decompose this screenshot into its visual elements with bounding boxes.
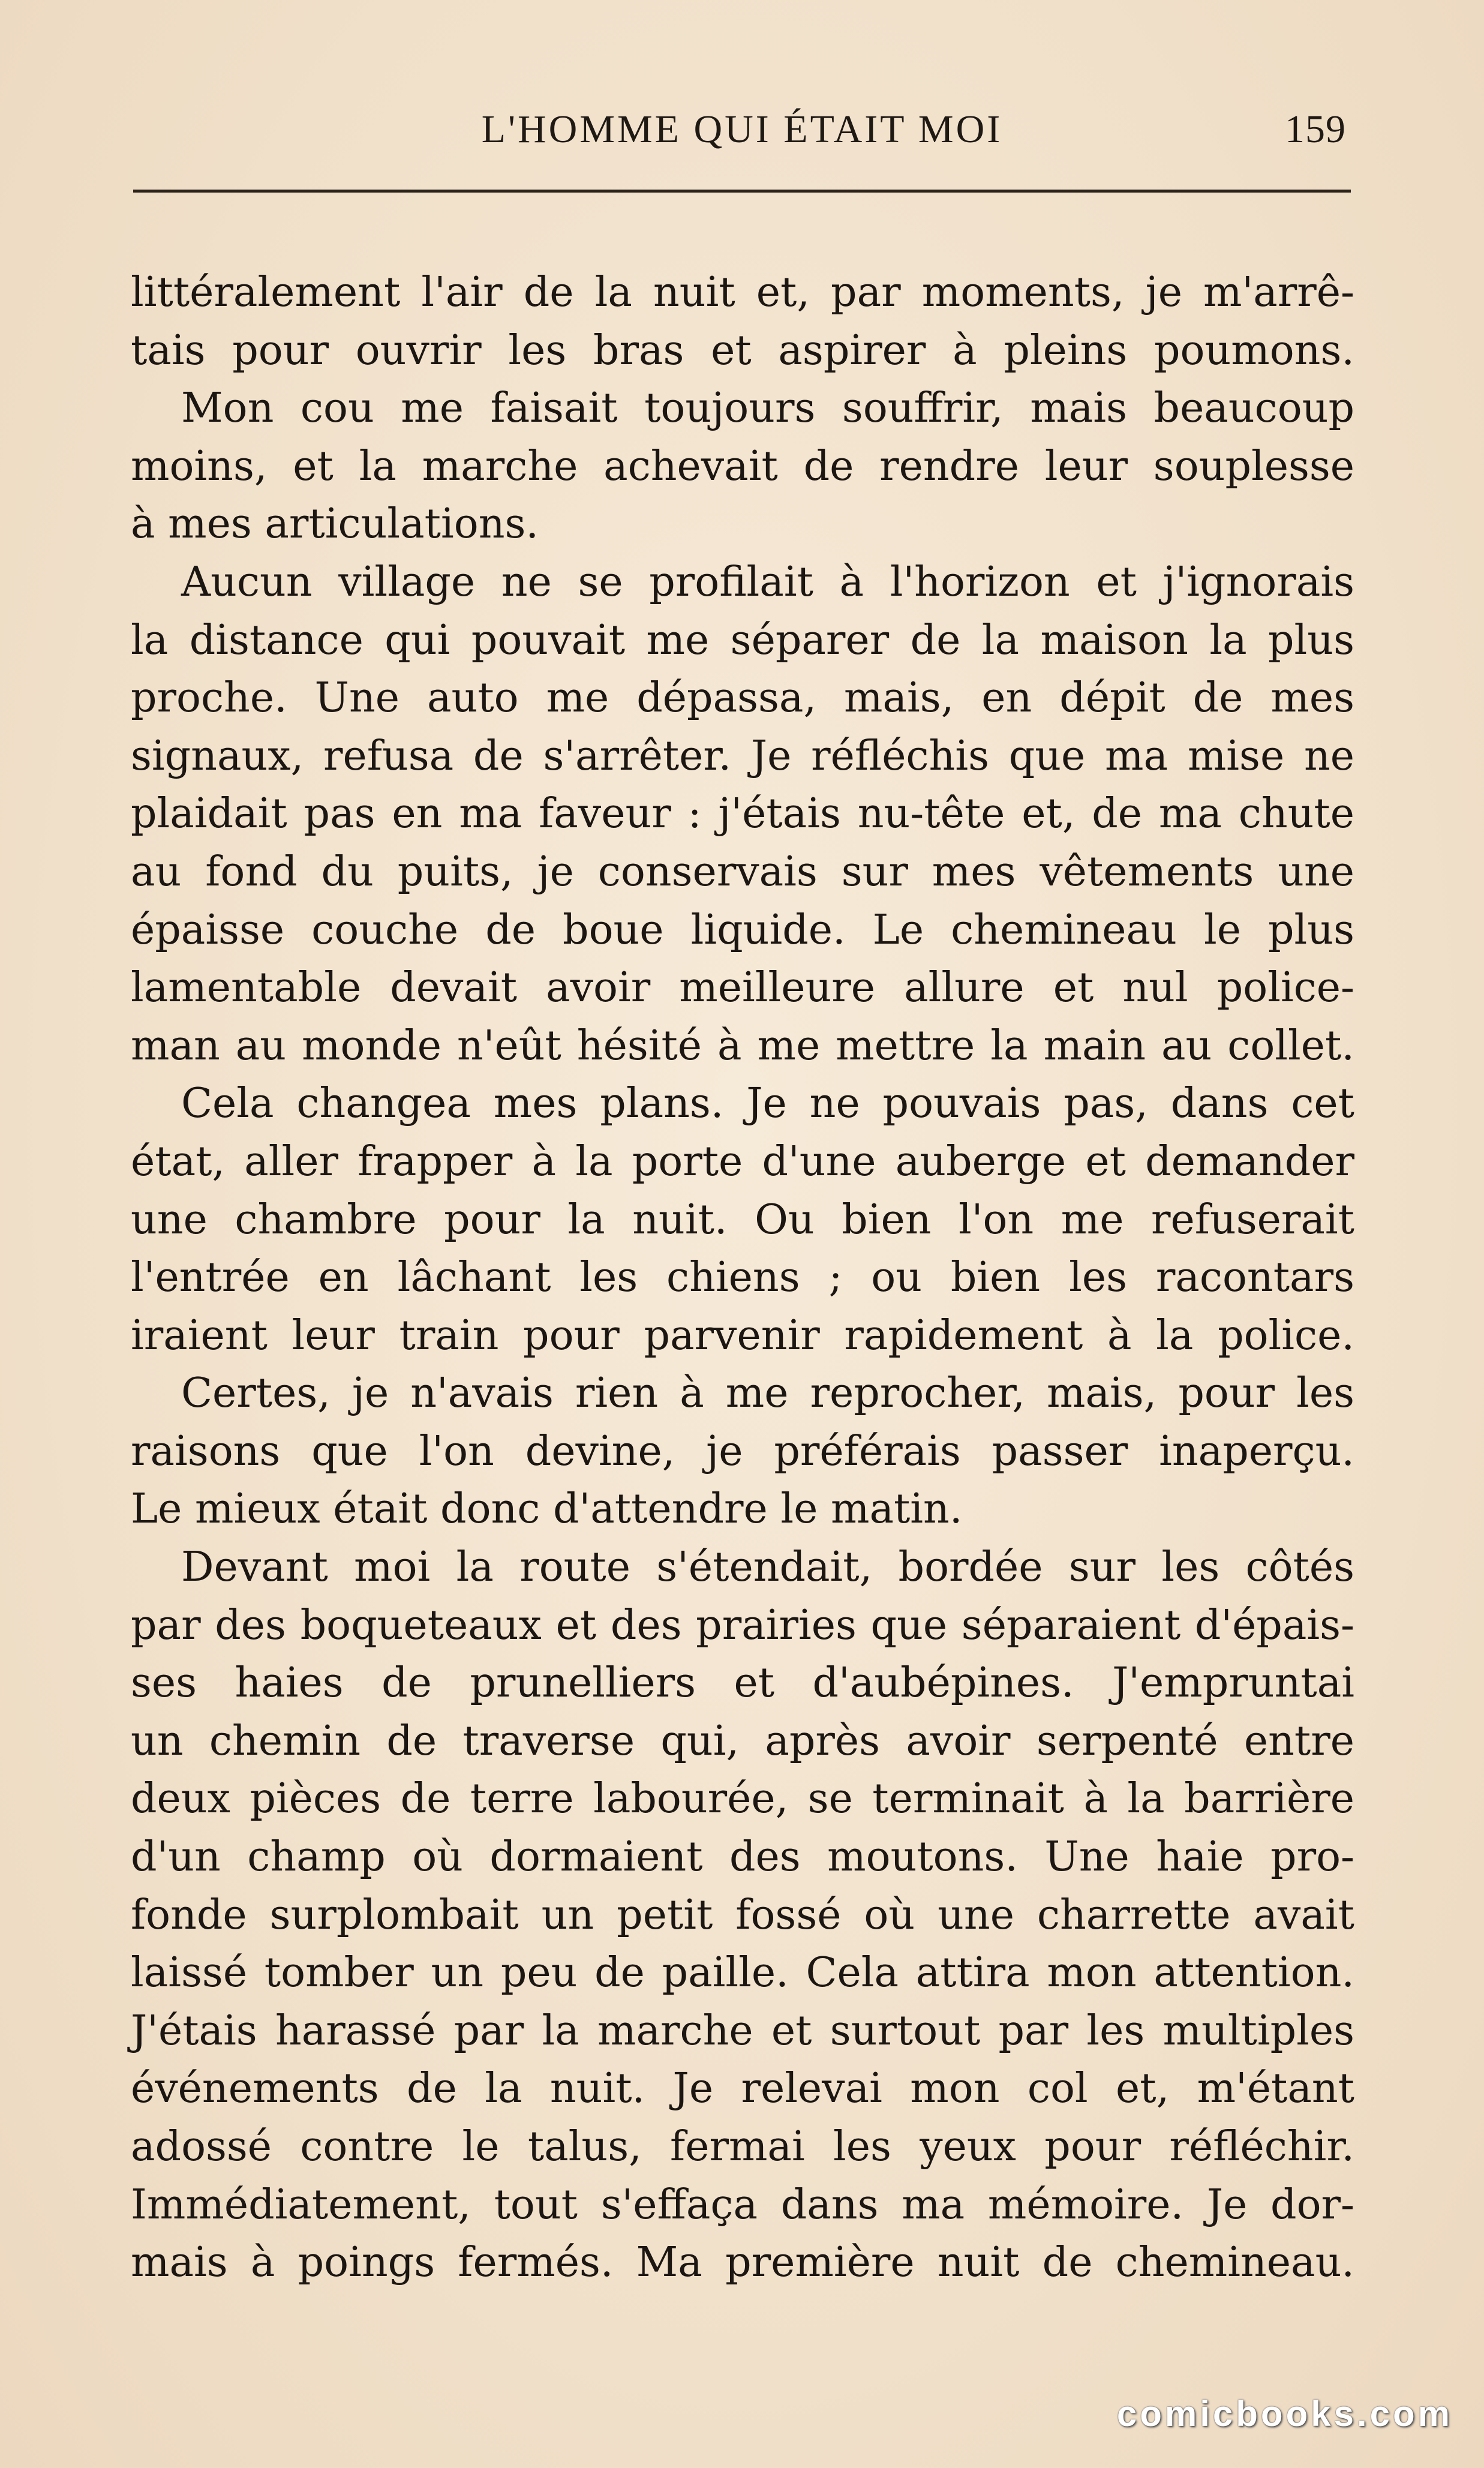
text-line: l'entrée en lâchant les chiens ; ou bien les racontars: [131, 1254, 1354, 1302]
text-line: à mes articulations.: [131, 500, 539, 548]
text-line: fonde surplombait un petit fossé où une charrette avait: [131, 1891, 1354, 1939]
text-line: J'étais harassé par la marche et surtout par les multiples: [131, 2007, 1354, 2055]
page-number: 159: [1285, 107, 1346, 151]
text-line: moins, et la marche achevait de rendre leur souplesse: [131, 442, 1354, 490]
text-line: raisons que l'on devine, je préférais passer inaperçu.: [131, 1427, 1354, 1475]
text-line: Mon cou me faisait toujours souffrir, mais beaucoup: [181, 385, 1354, 433]
text-line: lamentable devait avoir meilleure allure et nul police-: [131, 964, 1354, 1012]
text-line: Certes, je n'avais rien à me reprocher, mais, pour les: [181, 1370, 1354, 1418]
body-text: [131, 264, 1354, 2292]
text-line: la distance qui pouvait me séparer de la maison la plus: [131, 616, 1354, 664]
text-line: adossé contre le talus, fermai les yeux pour réfléchir.: [131, 2123, 1354, 2170]
text-line: signaux, refusa de s'arrêter. Je réfléchis que ma mise ne: [131, 732, 1354, 780]
text-line: épaisse couche de boue liquide. Le chemineau le plus: [131, 906, 1354, 954]
text-line: par des boqueteaux et des prairies que séparaient d'épais-: [131, 1601, 1354, 1649]
text-line: iraient leur train pour parvenir rapidement à la police.: [131, 1311, 1354, 1359]
text-line: deux pièces de terre labourée, se terminait à la barrière: [131, 1775, 1354, 1823]
text-line: littéralement l'air de la nuit et, par moments, je m'arrê-: [131, 269, 1354, 316]
text-line: mais à poings fermés. Ma première nuit de chemineau.: [131, 2239, 1354, 2287]
text-line: proche. Une auto me dépassa, mais, en dépit de mes: [131, 674, 1354, 722]
text-line: Devant moi la route s'étendait, bordée sur les côtés: [181, 1544, 1354, 1592]
text-line: plaidait pas en ma faveur : j'étais nu-tête et, de ma chute: [131, 790, 1354, 838]
running-head: [132, 107, 1352, 167]
running-title: L'HOMME QUI ÉTAIT MOI: [481, 107, 1003, 151]
text-line: Le mieux était donc d'attendre le matin.: [131, 1485, 963, 1533]
text-line: Aucun village ne se profilait à l'horizon et j'ignorais: [181, 558, 1354, 606]
text-line: tais pour ouvrir les bras et aspirer à pleins poumons.: [131, 326, 1354, 374]
text-line: laissé tomber un peu de paille. Cela attira mon attention.: [131, 1949, 1354, 1997]
text-line: man au monde n'eût hésité à me mettre la main au collet.: [131, 1022, 1354, 1070]
text-line: au fond du puits, je conservais sur mes vêtements une: [131, 848, 1354, 896]
text-line: Cela changea mes plans. Je ne pouvais pas, dans cet: [181, 1080, 1354, 1128]
text-line: ses haies de prunelliers et d'aubépines. J'empruntai: [131, 1659, 1354, 1707]
header-rule: [133, 190, 1351, 193]
text-line: événements de la nuit. Je relevai mon col et, m'étant: [131, 2065, 1354, 2113]
text-line: un chemin de traverse qui, après avoir serpenté entre: [131, 1717, 1354, 1765]
watermark: comicbooks.com: [1116, 2394, 1453, 2434]
text-line: une chambre pour la nuit. Ou bien l'on me refuserait: [131, 1196, 1354, 1244]
text-line: Immédiatement, tout s'effaça dans ma mémoire. Je dor-: [131, 2181, 1354, 2229]
text-line: état, aller frapper à la porte d'une auberge et demander: [131, 1137, 1354, 1185]
text-line: d'un champ où dormaient des moutons. Une haie pro-: [131, 1833, 1354, 1881]
